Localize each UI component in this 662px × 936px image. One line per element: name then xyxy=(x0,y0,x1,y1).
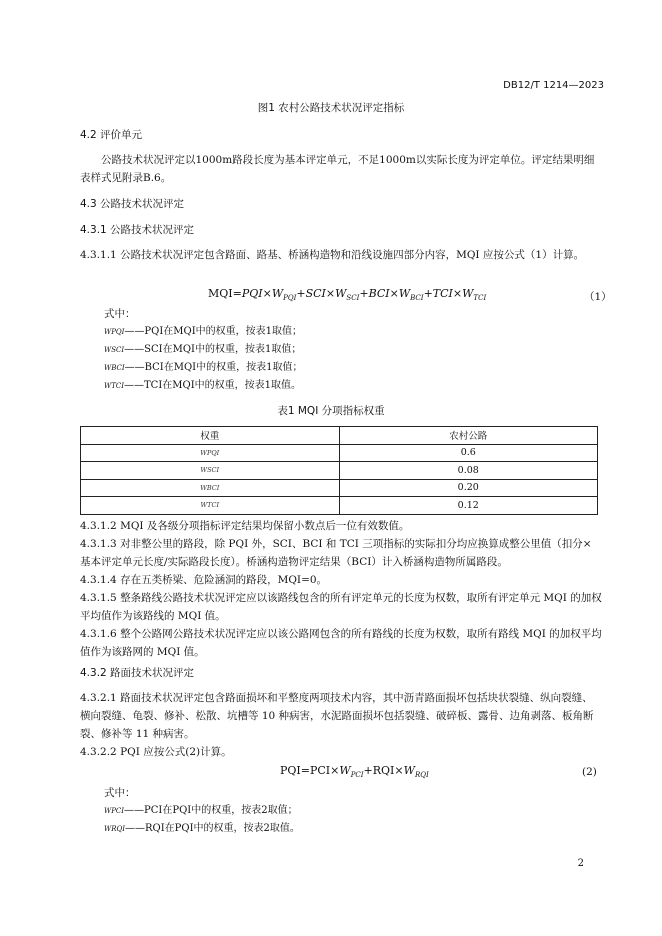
table-cell-value: 0.12 xyxy=(339,497,598,515)
section-4-2-heading: 4.2 评价单元 xyxy=(80,129,143,141)
table-cell-weight: WTCI xyxy=(81,497,340,515)
term-wrqi: WRQI——RQI在PQI中的权重，按表2取值。 xyxy=(104,823,300,834)
page-number: 2 xyxy=(577,858,584,869)
figure-caption: 图1 农村公路技术状况评定指标 xyxy=(257,102,405,114)
clause-4-3-1-2: 4.3.1.2 MQI 及各级分项指标评定结果均保留小数点后一位有效数值。 xyxy=(80,520,410,532)
where-label-2: 式中： xyxy=(104,787,136,799)
table-1 xyxy=(80,426,598,515)
clause-4-3-2-1: 4.3.2.1 路面技术状况评定包含路面损坏和平整度两项技术内容，其中沥青路面损坏包括块状裂缝、纵向裂缝、横向裂缝、龟裂、修补、松散、坑槽等 10 种病害，水泥路面损坏包括裂缝、破碎板、露骨、边角剥落、板角断裂、修补等 11 种病害。 xyxy=(80,692,594,740)
table-cell-weight: WPQI xyxy=(81,444,340,462)
clause-4-3-1-3: 4.3.1.3 对非整公里的路段，除 PQI 外，SCI、BCI 和 TCI 三项指标的实际扣分均应换算成整公里值（扣分×基本评定单元长度/实际路段长度）。桥涵构造物评定结果（BCI）计入桥涵构造物所属路段。 xyxy=(80,538,592,568)
document-id: DB12/T 1214—2023 xyxy=(503,80,604,91)
table-row xyxy=(81,479,598,497)
section-4-3-heading: 4.3 公路技术状况评定 xyxy=(80,198,185,210)
equation-number-1: （1） xyxy=(584,291,612,303)
term-wsci: WSCI——SCI在MQI中的权重，按表1取值； xyxy=(104,344,302,355)
formula-2: $PQI=PCI\times W_{PCI}+RQI\times W_{RQI}$ xyxy=(280,764,429,779)
table-row xyxy=(81,462,598,480)
term-wbci: WBCI——BCI在MQI中的权重，按表1取值； xyxy=(104,362,303,373)
table-header-row xyxy=(81,427,598,445)
table-header-weight: 权重 xyxy=(81,427,340,445)
table-row xyxy=(81,497,598,515)
table-cell-value: 0.08 xyxy=(339,462,598,480)
section-4-3-1-heading: 4.3.1 公路技术状况评定 xyxy=(80,224,195,236)
clause-4-3-1-4: 4.3.1.4 存在五类桥梁、危险涵洞的路段，MQI=0。 xyxy=(80,574,328,586)
table-cell-value: 0.20 xyxy=(339,479,598,497)
clause-4-3-2-2: 4.3.2.2 PQI 应按公式(2)计算。 xyxy=(80,746,232,758)
table-1-caption: 表1 MQI 分项指标权重 xyxy=(277,405,385,417)
clause-4-3-1-5: 4.3.1.5 整条路线公路技术状况评定应以该路线包含的所有评定单元的长度为权数，取所有评定单元 MQI 的加权平均值作为该路线的 MQI 值。 xyxy=(80,592,602,622)
table-cell-weight: WSCI xyxy=(81,462,340,480)
section-4-2-paragraph: 公路技术状况评定以1000m路段长度为基本评定单元，不足1000m以实际长度为评定单位。评定结果明细表样式见附录B.6。 xyxy=(80,154,595,184)
table-cell-value: 0.6 xyxy=(339,444,598,462)
section-4-3-2-heading: 4.3.2 路面技术状况评定 xyxy=(80,667,195,679)
table-row xyxy=(81,444,598,462)
table-header-rural-road: 农村公路 xyxy=(339,427,598,445)
where-label-1: 式中： xyxy=(104,308,136,320)
term-wpqi: WPQI——PQI在MQI中的权重，按表1取值； xyxy=(104,326,303,337)
table-cell-weight: WBCI xyxy=(81,479,340,497)
clause-4-3-1-6: 4.3.1.6 整个公路网公路技术状况评定应以该公路网包含的所有路线的长度为权数，取所有路线 MQI 的加权平均值作为该路网的 MQI 值。 xyxy=(80,628,602,658)
equation-number-2: (2) xyxy=(582,766,597,778)
formula-1: $MQI=PQI\times W_{PQI}+SCI\times W_{SCI}+BCI\times W_{BCI}+TCI\times W_{TCI}$ xyxy=(208,287,487,302)
term-wtci: WTCI——TCI在MQI中的权重，按表1取值。 xyxy=(104,380,302,391)
term-wpci: WPCI——PCI在PQI中的权重，按表2取值； xyxy=(104,805,298,816)
clause-4-3-1-1: 4.3.1.1 公路技术状况评定包含路面、路基、桥涵构造物和沿线设施四部分内容，MQI 应按公式（1）计算。 xyxy=(80,249,585,261)
